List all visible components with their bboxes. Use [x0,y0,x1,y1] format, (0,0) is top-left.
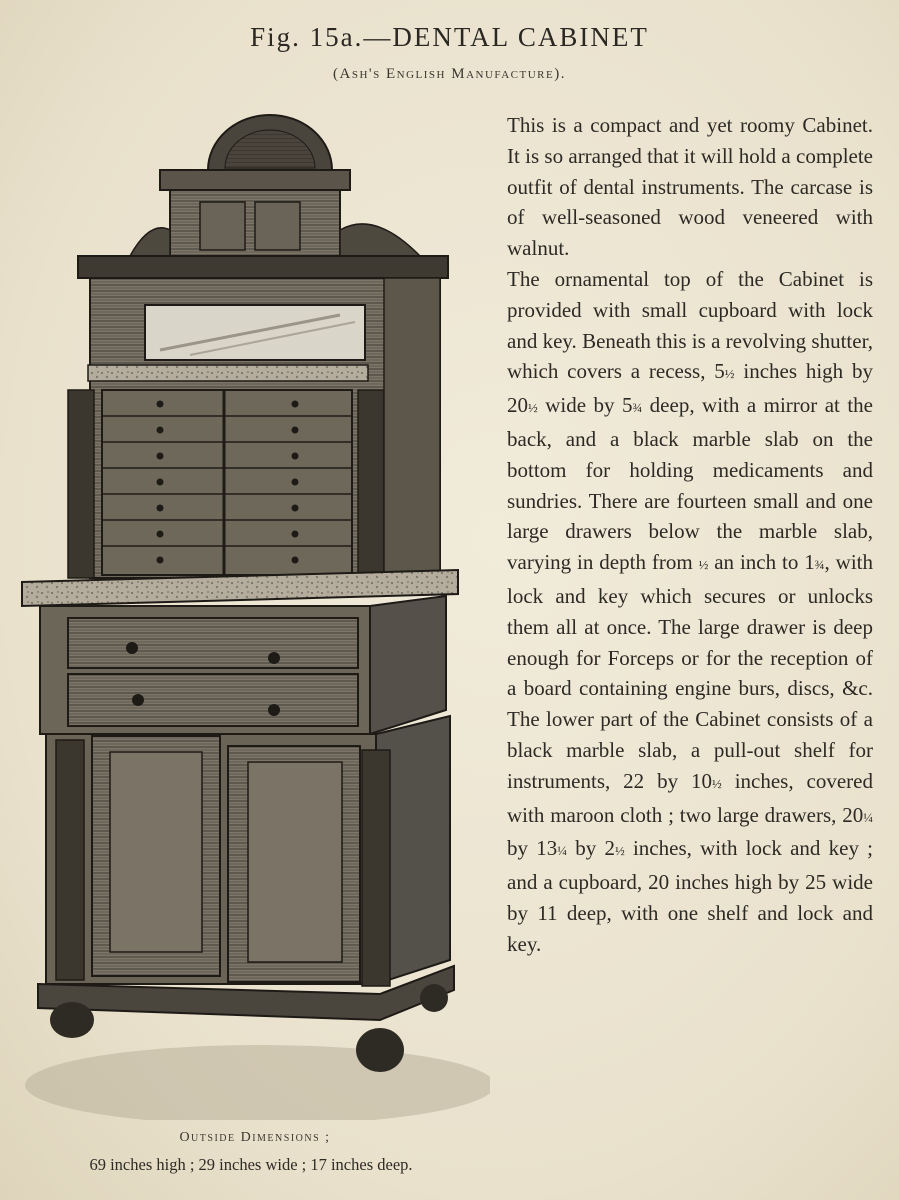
page-subtitle: (Ash's English Manufacture). [333,66,566,82]
caption-heading: Outside Dimensions ; [179,1130,331,1145]
cabinet-upper-section [68,256,448,578]
paragraph-1: This is a compact and yet roomy Cabinet. It is so arranged that it will hold a complete outfit of dental instruments. The carcase is of well-seasoned wood veneered with walnut. [507,113,873,261]
upper-drawer-bank [102,390,352,575]
paragraph-2: The ornamental top of the Cabinet is provided with small cupboard with lock and key. Beneath this is a revolving shutter, which covers a recess, 5½ inches high by 20½ wide by 5¾ deep, with a mirror at the back, and a black marble slab on the bottom for holding medicaments and sundries. There are fourteen small and one large drawers below the marble slab, varying in depth from ½ an inch to 1¾, with lock and key which secures or unlocks them all at once. The large drawer is deep enough for Forceps or for the reception of a board containing engine burs, discs, &c. [507,266,874,701]
dental-cabinet-illustration [10,110,490,1120]
caption-dimensions: 69 inches high ; 29 inches wide ; 17 inches deep. [89,1155,413,1174]
upper-marble-slab [88,365,368,381]
paragraph-3: The lower part of the Cabinet consists of a black marble slab, a pull-out shelf for instruments, 22 by 10½ inches, covered with maroon cloth ; two large drawers, 20¼ by 13¼ by 2½ inches, with lock and key ; and a cupboard, 20 inches high by 25 wide by 11 deep, with one shelf and lock and key. [507,707,874,956]
cabinet-crest [130,115,420,256]
cabinet-large-drawers [40,596,446,734]
floor-shadow [25,1045,490,1120]
page-title: Fig. 15a.—DENTAL CABINET [250,22,649,52]
description-text [507,110,873,960]
cabinet-lower-cupboard [46,716,450,986]
